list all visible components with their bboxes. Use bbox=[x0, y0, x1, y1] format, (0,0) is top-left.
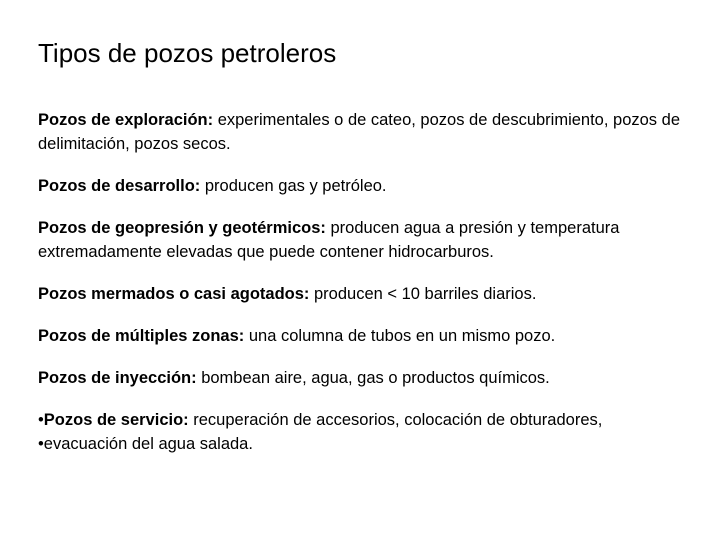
item-text-continuation: evacuación del agua salada. bbox=[43, 435, 253, 453]
item-text: bombean aire, agua, gas o productos químicos. bbox=[196, 369, 550, 387]
item-text: producen < 10 barriles diarios. bbox=[309, 285, 537, 303]
item-text: una columna de tubos en un mismo pozo. bbox=[244, 327, 556, 345]
list-item-exploracion bbox=[38, 108, 698, 156]
bullet-glyph: • bbox=[38, 435, 44, 453]
slide-title: Tipos de pozos petroleros bbox=[38, 38, 337, 68]
bullet-glyph: • bbox=[38, 411, 44, 429]
item-term: Pozos de servicio: bbox=[43, 411, 189, 429]
list-item-multiples-zonas bbox=[38, 324, 698, 348]
item-term: Pozos de desarrollo: bbox=[38, 177, 201, 195]
list-item-desarrollo bbox=[38, 174, 698, 198]
list-item-inyeccion bbox=[38, 366, 698, 390]
item-term: Pozos de exploración: bbox=[38, 111, 214, 129]
list-item-servicio bbox=[38, 408, 698, 456]
list-item-mermados bbox=[38, 282, 698, 306]
item-term: Pozos de múltiples zonas: bbox=[38, 327, 245, 345]
item-text: producen agua a presión y temperatura extremadamente elevadas que puede contener hidrocarburos. bbox=[38, 219, 620, 261]
item-text: experimentales o de cateo, pozos de descubrimiento, pozos de delimitación, pozos secos. bbox=[38, 111, 680, 153]
item-term: Pozos de inyección: bbox=[38, 369, 197, 387]
item-text: producen gas y petróleo. bbox=[200, 177, 387, 195]
item-text: recuperación de accesorios, colocación de obturadores, bbox=[188, 411, 603, 429]
item-term: Pozos mermados o casi agotados: bbox=[38, 285, 310, 303]
slide-body bbox=[38, 108, 698, 474]
item-term: Pozos de geopresión y geotérmicos: bbox=[38, 219, 326, 237]
list-item-geopresion bbox=[38, 216, 698, 264]
